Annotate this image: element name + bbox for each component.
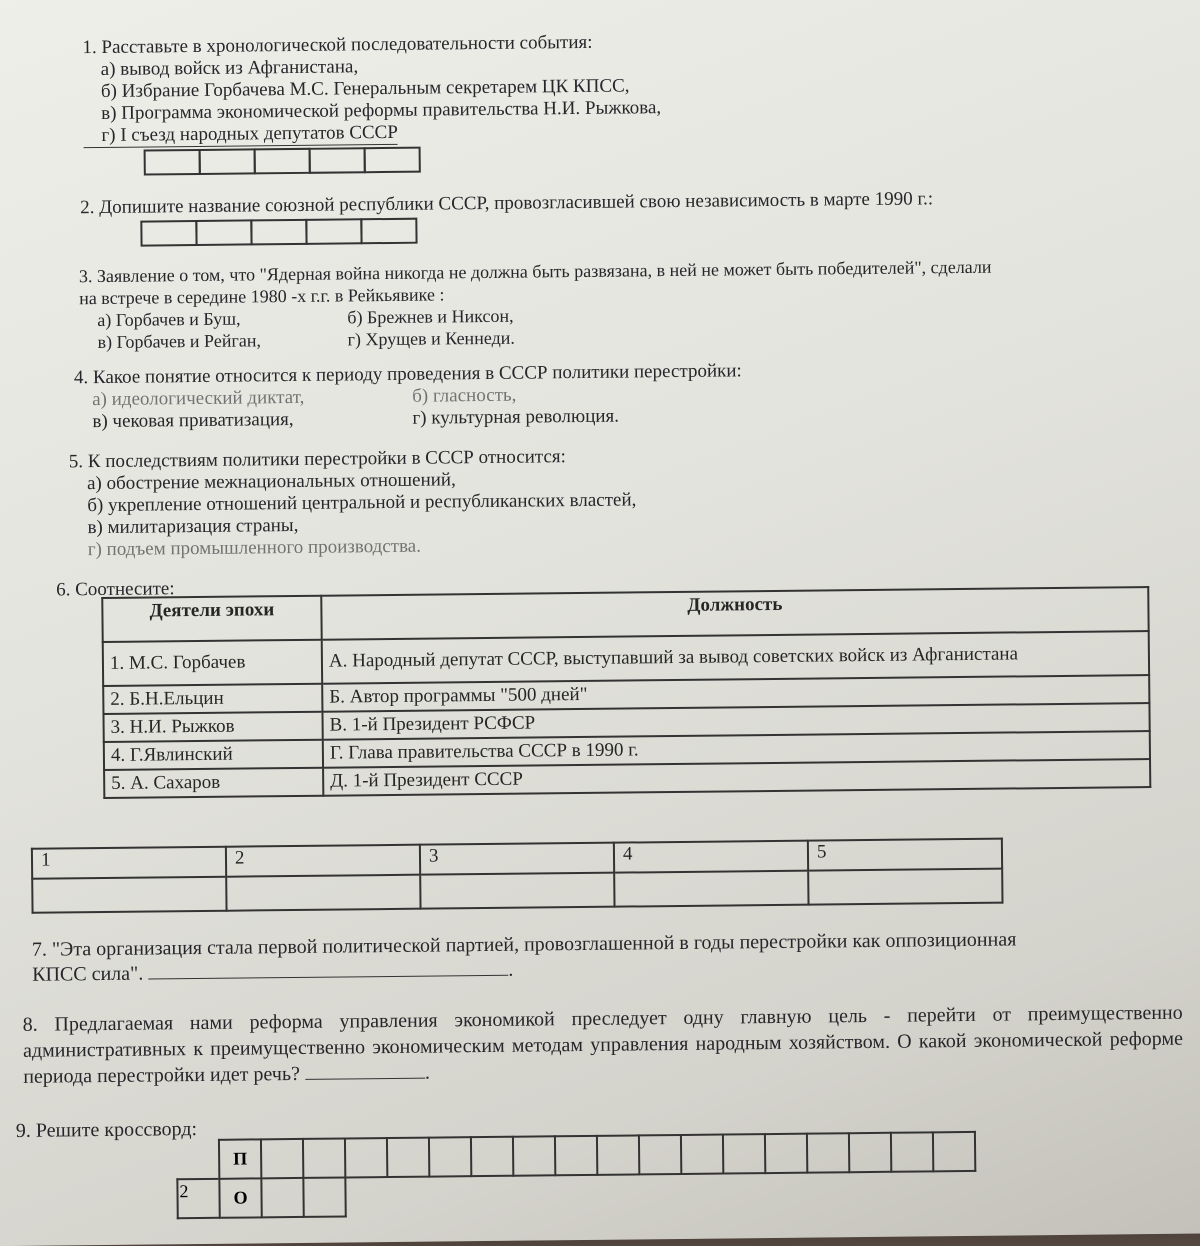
figure-cell: 1. М.С. Горбачев: [103, 640, 322, 686]
matching-table: [101, 586, 1151, 799]
answer-header: 2: [226, 845, 420, 877]
crossword-cell[interactable]: [345, 1138, 387, 1177]
crossword-cell[interactable]: [681, 1135, 723, 1174]
answer-box[interactable]: [360, 218, 417, 245]
question-1: [82, 31, 661, 176]
question-5: [69, 445, 637, 561]
answer-cell[interactable]: [614, 871, 808, 907]
answer-header: 5: [808, 839, 1002, 871]
crossword-cell[interactable]: [261, 1139, 303, 1178]
question-2-title: 2. Допишите название союзной республики СССР, провозгласившей свою независимость в марте 1990 г.:: [80, 188, 934, 219]
column-header-figures: Деятели эпохи: [102, 596, 321, 642]
crossword-cell[interactable]: [513, 1136, 555, 1175]
question-8: 8. Предлагаемая нами реформа управления экономикой преследует одну главную цель - перейти от преимущественно административных к преимущественно экономическим методам управления народным хозяйством. О какой экономической реформе периода перестройки идет речь? .: [22, 1001, 1184, 1088]
position-cell: А. Народный депутат СССР, выступавший за вывод советских войск из Афганистана: [322, 631, 1149, 684]
crossword-cell[interactable]: [303, 1138, 345, 1177]
position-cell: В. 1-й Президент РСФСР: [322, 703, 1149, 740]
question-7-text: 7. "Эта организация стала первой политической партией, провозглашенной в годы перестройки как оппозиционная: [31, 928, 1017, 961]
question-5-title: 5. К последствиям политики перестройки в СССР относится:: [68, 446, 566, 473]
crossword-cell[interactable]: [933, 1132, 975, 1171]
column-header-position: Должность: [321, 587, 1148, 640]
answer-cell[interactable]: [32, 877, 226, 913]
question-7: 7. "Эта организация стала первой политической партией, провозглашенной в годы перестройки как оппозиционная КПСС сила". .: [31, 928, 1017, 986]
question-4-option-a: а) идеологический диктат,: [92, 386, 305, 411]
answer-cell[interactable]: [808, 869, 1002, 905]
answer-header: 4: [614, 841, 808, 873]
crossword-cell[interactable]: [303, 1177, 345, 1216]
question-2: [80, 188, 933, 247]
crossword-cell[interactable]: [387, 1138, 429, 1177]
answer-cell[interactable]: [420, 873, 614, 909]
answer-box[interactable]: [140, 220, 197, 247]
question-4-option-c: в) чековая приватизация,: [92, 408, 294, 433]
question-4-option-d: г) культурная революция.: [412, 405, 620, 429]
question-8-answer-line[interactable]: [305, 1078, 425, 1080]
figure-cell: 5. А. Сахаров: [104, 768, 323, 798]
figure-cell: 3. Н.И. Рыжков: [103, 712, 322, 742]
question-9-title: 9. Решите кроссворд:: [15, 1118, 198, 1142]
position-cell: Г. Глава правительства СССР в 1990 г.: [323, 731, 1150, 768]
question-7-text-cont: КПСС сила".: [32, 962, 144, 986]
question-3-option-a: а) Горбачев и Буш,: [97, 308, 241, 331]
crossword-cell[interactable]: [471, 1137, 513, 1176]
position-cell: Б. Автор программы "500 дней": [322, 675, 1149, 712]
question-4: [74, 360, 742, 433]
crossword-grid: [136, 1131, 977, 1220]
question-1-option-d: г) I съезд народных депутатов СССР: [83, 122, 398, 148]
question-5-option-b: б) укрепление отношений центральной и республиканских властей,: [87, 489, 637, 517]
answer-box[interactable]: [195, 219, 252, 246]
answer-box[interactable]: [250, 219, 307, 246]
answer-box[interactable]: [199, 148, 256, 175]
figure-cell: 2. Б.Н.Ельцин: [103, 684, 322, 714]
question-3-option-d: г) Хрущев и Кеннеди.: [347, 327, 515, 350]
crossword-spacer: [136, 1179, 177, 1218]
question-5-option-d: г) подъем промышленного производства.: [87, 535, 422, 561]
crossword-cell[interactable]: [597, 1135, 639, 1174]
crossword-cell[interactable]: П: [219, 1139, 261, 1178]
crossword-cell[interactable]: О: [219, 1178, 261, 1217]
question-6-title: 6. Соотнесите:: [56, 578, 175, 601]
figure-cell: 4. Г.Явлинский: [104, 740, 323, 770]
position-cell: Д. 1-й Президент СССР: [323, 759, 1150, 796]
question-4-option-b: б) гласность,: [412, 384, 517, 407]
crossword-spacer: [136, 1140, 177, 1179]
answer-box[interactable]: [309, 147, 366, 174]
answer-box[interactable]: [305, 218, 362, 245]
question-1-option-c: в) Программа экономической реформы правительства Н.И. Рыжкова,: [101, 97, 662, 124]
answer-box[interactable]: [144, 149, 201, 176]
question-5-option-a: а) обострение межнациональных отношений,: [86, 469, 456, 495]
matching-answer-grid: [31, 838, 1004, 914]
crossword-spacer: [177, 1140, 219, 1179]
question-4-title: 4. Какое понятие относится к периоду проведения в СССР политики перестройки:: [73, 360, 742, 389]
crossword-cell[interactable]: [555, 1136, 597, 1175]
crossword-cell[interactable]: [891, 1132, 933, 1171]
question-3-option-c: в) Горбачев и Рейган,: [97, 330, 262, 353]
question-8-text: 8. Предлагаемая нами реформа управления экономикой преследует одну главную цель - перейти от преимущественно административных к преимущественно экономическим методам управления народным хозяйством. О какой экономической реформе периода перестройки идет речь?: [22, 1001, 1184, 1088]
answer-cell[interactable]: [226, 875, 420, 911]
answer-header: 1: [32, 847, 226, 879]
question-3: [79, 256, 993, 354]
answer-header: 3: [420, 843, 614, 875]
question-3-title-cont: на встрече в середине 1980 -х г.г. в Рейкьявике :: [79, 284, 445, 309]
crossword-cell[interactable]: [849, 1133, 891, 1172]
question-3-title: 3. Заявление о том, что "Ядерная война никогда не должна быть развязана, в ней не может быть победителей", сделали: [78, 256, 992, 287]
question-2-answer-boxes: [140, 212, 933, 246]
crossword-cell[interactable]: [429, 1137, 471, 1176]
question-1-option-b: б) Избрание Горбачева М.С. Генеральным секретарем ЦК КПСС,: [100, 75, 630, 102]
question-7-answer-line[interactable]: [148, 975, 508, 980]
crossword-cell[interactable]: [723, 1134, 765, 1173]
question-5-option-c: в) милитаризация страны,: [87, 514, 299, 539]
crossword-cell[interactable]: [765, 1134, 807, 1173]
answer-box[interactable]: [254, 148, 311, 175]
crossword-cell[interactable]: [639, 1135, 681, 1174]
question-1-title: 1. Расставьте в хронологической последовательности события:: [82, 31, 593, 59]
question-1-option-a: а) вывод войск из Афганистана,: [100, 56, 359, 80]
crossword-cell[interactable]: [807, 1133, 849, 1172]
answer-box[interactable]: [364, 147, 421, 174]
crossword-cell[interactable]: [261, 1178, 303, 1217]
question-3-option-b: б) Брежнев и Никсон,: [347, 305, 514, 328]
crossword-number-cell: 2: [177, 1179, 219, 1218]
question-1-answer-boxes: [144, 144, 662, 175]
